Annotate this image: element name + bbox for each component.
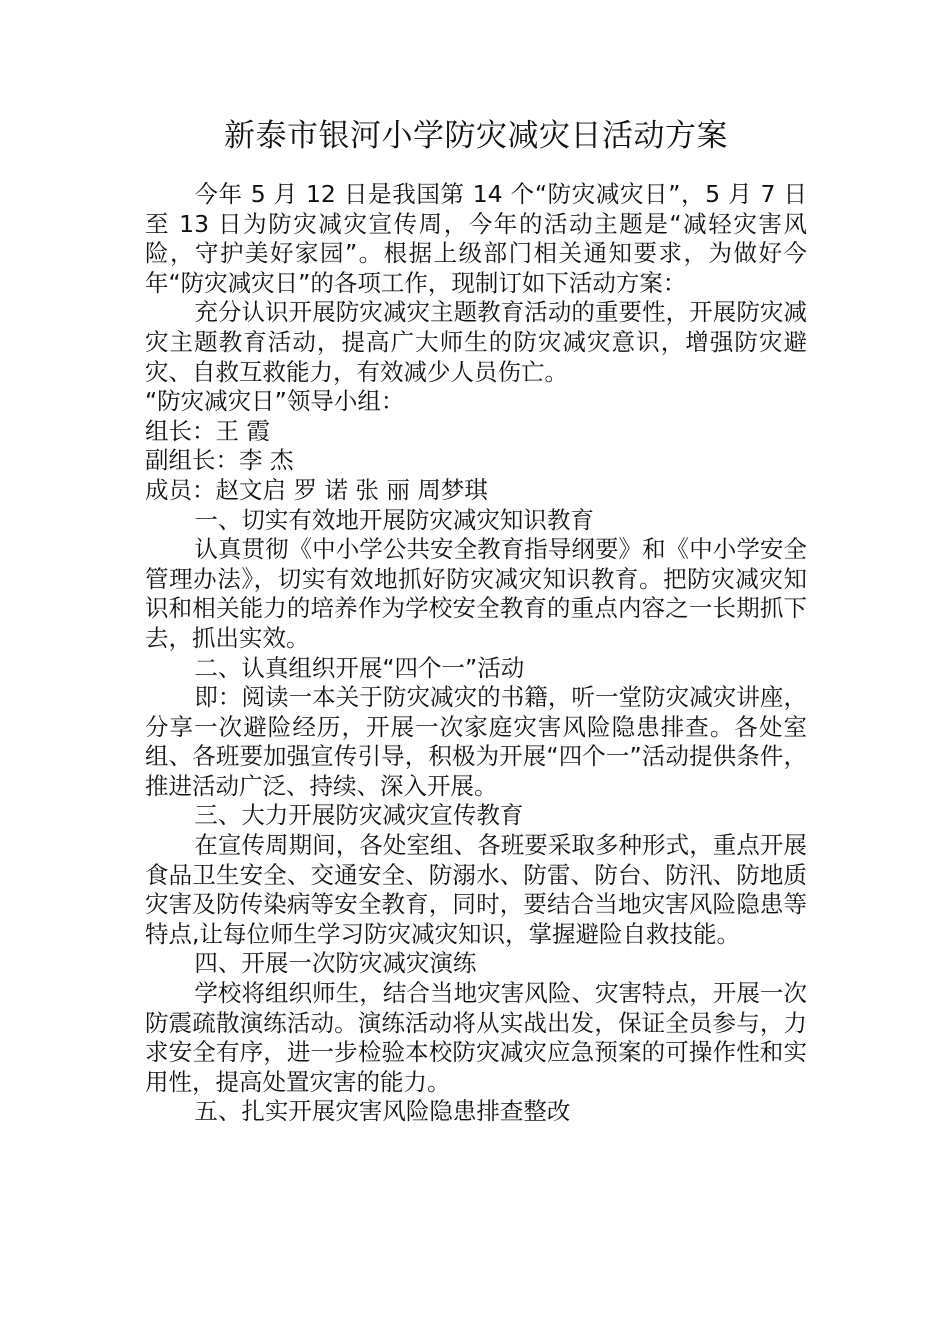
section-2-body: 即：阅读一本关于防灾减灾的书籍，听一堂防灾减灾讲座，分享一次避险经历，开展一次家庭灾害风险隐患排查。各处室组、各班要加强宣传引导，积极为开展“四个一”活动提供条件，推进活动广泛、持续、深入开展。 (145, 683, 807, 800)
section-3-body: 在宣传周期间，各处室组、各班要采取多种形式，重点开展食品卫生安全、交通安全、防溺水、防雷、防台、防汛、防地质灾害及防传染病等安全教育，同时，要结合当地灾害风险隐患等特点,让每位师生学习防灾减灾知识，掌握避险自救技能。 (145, 831, 807, 948)
section-3-heading: 三、大力开展防灾减灾宣传教育 (194, 801, 524, 830)
members-line: 成员：赵文启 罗 诺 张 丽 周梦琪 (145, 475, 488, 504)
section-4-heading: 四、开展一次防灾减灾演练 (194, 949, 477, 978)
section-2-heading: 二、认真组织开展“四个一”活动 (194, 653, 525, 682)
purpose-paragraph: 充分认识开展防灾减灾主题教育活动的重要性，开展防灾减灾主题教育活动，提高广大师生的防灾减灾意识，增强防灾避灾、自救互救能力，有效减少人员伤亡。 (145, 298, 807, 386)
intro-paragraph: 今年 5 月 12 日是我国第 14 个“防灾减灾日”，5 月 7 日至 13 日为防灾减灾宣传周，今年的活动主题是“减轻灾害风险，守护美好家园”。根据上级部门相关通知要求，为做好今年“防灾减灾日”的各项工作，现制订如下活动方案： (145, 180, 807, 297)
section-1-heading: 一、切实有效地开展防灾减灾知识教育 (194, 505, 594, 534)
section-5-heading: 五、扎实开展灾害风险隐患排查整改 (194, 1097, 571, 1126)
section-4-body: 学校将组织师生，结合当地灾害风险、灾害特点，开展一次防震疏散演练活动。演练活动将从实战出发，保证全员参与，力求安全有序，进一步检验本校防灾减灾应急预案的可操作性和实用性，提高处置灾害的能力。 (145, 979, 807, 1096)
section-1-body: 认真贯彻《中小学公共安全教育指导纲要》和《中小学安全管理办法》，切实有效地抓好防灾减灾知识教育。把防灾减灾知识和相关能力的培养作为学校安全教育的重点内容之一长期抓下去，抓出实效。 (145, 535, 807, 652)
document-page (145, 112, 807, 1127)
deputy-leader-line: 副组长：李 杰 (145, 446, 294, 475)
leader-line: 组长：王 霞 (145, 416, 270, 445)
leadership-heading: “防灾减灾日”领导小组： (145, 387, 405, 416)
document-title: 新泰市银河小学防灾减灾日活动方案 (224, 118, 728, 154)
document-body (145, 180, 807, 1127)
